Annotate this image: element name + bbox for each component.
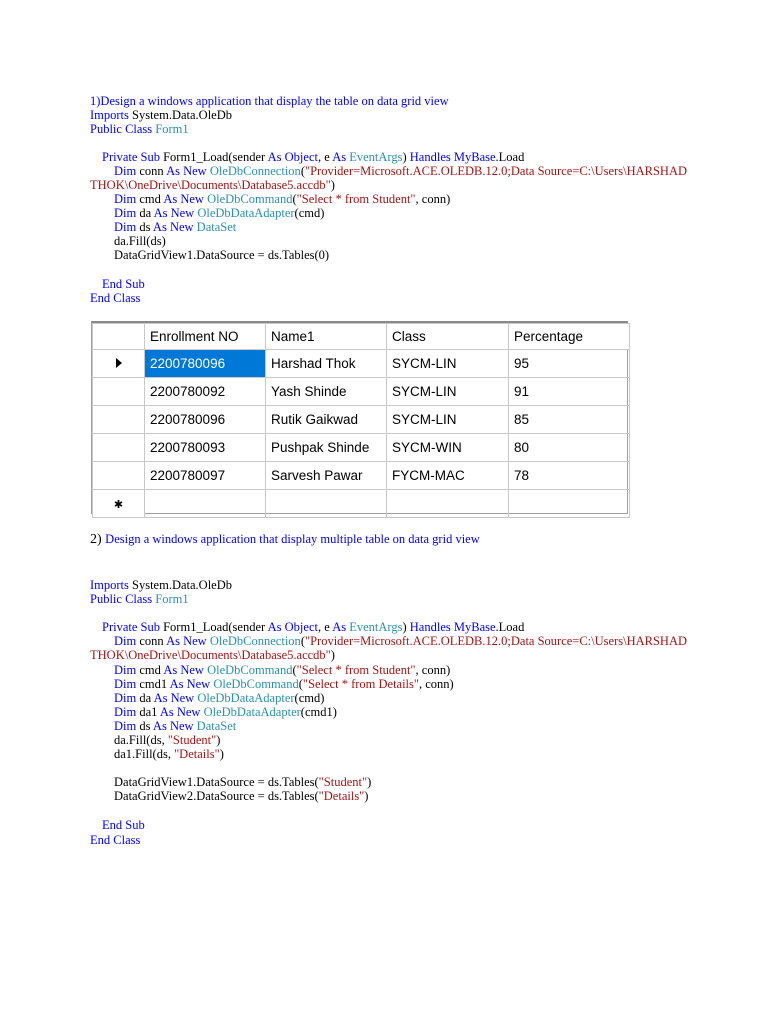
grid-cell[interactable]: Pushpak Shinde (266, 434, 387, 462)
code-line-fill-details: da1.Fill(ds, "Details") (114, 747, 224, 761)
code-line-dim-da1: Dim da1 As New OleDbDataAdapter(cmd1) (114, 705, 337, 719)
code-line-conn-cont: THOK\OneDrive\Documents\Database5.accdb") (90, 178, 335, 192)
code-line-fill-student: da.Fill(ds, "Student") (114, 733, 221, 747)
grid-cell[interactable]: Rutik Gaikwad (266, 406, 387, 434)
grid-cell[interactable]: 2200780093 (145, 434, 266, 462)
code-line-conn-cont: THOK\OneDrive\Documents\Database5.accdb") (90, 648, 335, 662)
grid-cell[interactable]: SYCM-LIN (387, 378, 509, 406)
code-line-private-sub: Private Sub Form1_Load(sender As Object, e As EventArgs) Handles MyBase.Load (102, 620, 525, 634)
grid-cell[interactable]: 80 (509, 434, 630, 462)
new-row-asterisk-icon: ✱ (113, 499, 124, 511)
grid-corner-header[interactable] (93, 324, 145, 350)
grid-cell[interactable]: SYCM-LIN (387, 350, 509, 378)
code-line-dim-cmd1: Dim cmd1 As New OleDbCommand("Select * from Details", conn) (114, 677, 454, 691)
table-row[interactable] (93, 434, 630, 462)
grid-cell[interactable]: 2200780092 (145, 378, 266, 406)
code-line-end-sub: End Sub (102, 277, 145, 291)
row-header[interactable] (93, 406, 145, 434)
row-header-new[interactable] (93, 490, 145, 518)
grid-cell-empty[interactable] (145, 490, 266, 518)
code-line-datasource2: DataGridView2.DataSource = ds.Tables("Details") (114, 789, 369, 803)
table-row[interactable] (93, 350, 630, 378)
table-row[interactable] (93, 378, 630, 406)
code-line-dim-ds: Dim ds As New DataSet (114, 719, 237, 733)
row-header[interactable] (93, 434, 145, 462)
code-line-end-class: End Class (90, 833, 141, 847)
code-line-dim-conn: Dim conn As New OleDbConnection("Provider=Microsoft.ACE.OLEDB.12.0;Data Source=C:\Users\HARSHAD (114, 164, 687, 178)
section1-heading: 1)Design a windows application that display the table on data grid view (90, 94, 449, 108)
row-header[interactable] (93, 378, 145, 406)
column-header-name1[interactable]: Name1 (266, 324, 387, 350)
grid-cell[interactable]: 78 (509, 462, 630, 490)
code-line-imports: Imports System.Data.OleDb (90, 578, 232, 592)
code-line-datasource: DataGridView1.DataSource = ds.Tables(0) (114, 248, 330, 262)
section2-heading: 2) Design a windows application that display multiple table on data grid view (90, 532, 480, 547)
current-row-arrow-icon (116, 358, 122, 368)
grid-cell[interactable]: 91 (509, 378, 630, 406)
grid-cell[interactable]: 2200780097 (145, 462, 266, 490)
code-line-dim-da: Dim da As New OleDbDataAdapter(cmd) (114, 206, 325, 220)
code-line-dim-cmd: Dim cmd As New OleDbCommand("Select * from Student", conn) (114, 663, 451, 677)
code-line-public-class: Public Class Form1 (90, 122, 189, 136)
table-row[interactable] (93, 406, 630, 434)
code-line-public-class: Public Class Form1 (90, 592, 189, 606)
grid-cell[interactable]: Harshad Thok (266, 350, 387, 378)
grid-cell-empty[interactable] (266, 490, 387, 518)
grid-cell[interactable]: 95 (509, 350, 630, 378)
grid-cell[interactable]: FYCM-MAC (387, 462, 509, 490)
code-line-end-sub: End Sub (102, 818, 145, 832)
data-grid-view[interactable] (91, 321, 628, 514)
code-line-dim-ds: Dim ds As New DataSet (114, 220, 237, 234)
column-header-enrollment-no[interactable]: Enrollment NO (145, 324, 266, 350)
grid-cell[interactable]: 2200780096 (145, 406, 266, 434)
code-line-datasource1: DataGridView1.DataSource = ds.Tables("Student") (114, 775, 372, 789)
column-header-percentage[interactable]: Percentage (509, 324, 630, 350)
grid-cell[interactable]: SYCM-LIN (387, 406, 509, 434)
code-line-dim-cmd: Dim cmd As New OleDbCommand("Select * from Student", conn) (114, 192, 451, 206)
table-row[interactable] (93, 462, 630, 490)
code-line-fill: da.Fill(ds) (114, 234, 166, 248)
row-header[interactable] (93, 462, 145, 490)
grid-header-row (93, 324, 630, 350)
code-line-end-class: End Class (90, 291, 141, 305)
grid-cell[interactable]: Yash Shinde (266, 378, 387, 406)
grid-cell[interactable]: SYCM-WIN (387, 434, 509, 462)
column-header-class[interactable]: Class (387, 324, 509, 350)
code-line-private-sub: Private Sub Form1_Load(sender As Object, e As EventArgs) Handles MyBase.Load (102, 150, 525, 164)
row-header-current[interactable] (93, 350, 145, 378)
grid-cell[interactable]: Sarvesh Pawar (266, 462, 387, 490)
new-row[interactable] (93, 490, 630, 518)
grid-cell-empty[interactable] (509, 490, 630, 518)
grid-cell-empty[interactable] (387, 490, 509, 518)
code-line-dim-da: Dim da As New OleDbDataAdapter(cmd) (114, 691, 325, 705)
grid-cell[interactable]: 85 (509, 406, 630, 434)
code-line-dim-conn: Dim conn As New OleDbConnection("Provider=Microsoft.ACE.OLEDB.12.0;Data Source=C:\Users\HARSHAD (114, 634, 687, 648)
grid-cell-selected[interactable]: 2200780096 (145, 350, 266, 378)
code-line-imports: Imports System.Data.OleDb (90, 108, 232, 122)
